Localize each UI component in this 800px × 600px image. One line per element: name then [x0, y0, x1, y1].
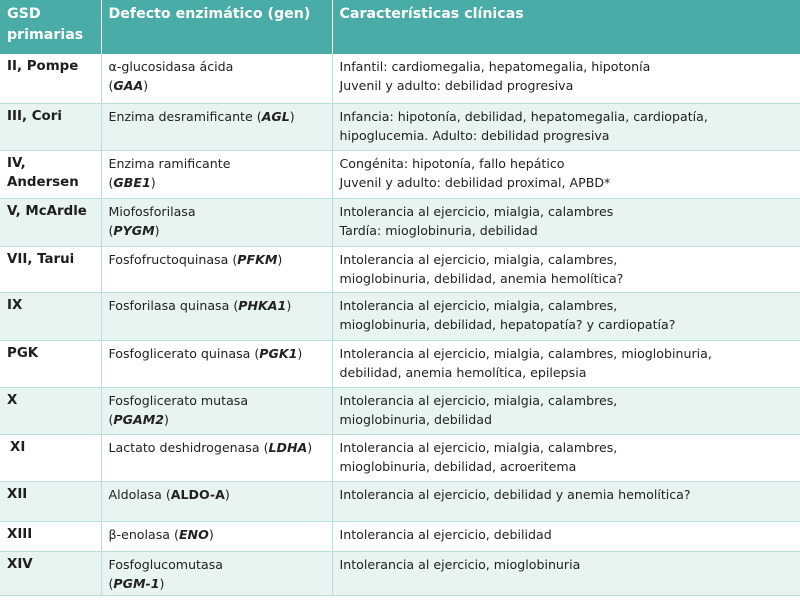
enzyme-cell: β-enolasa (ENO) — [101, 521, 332, 551]
gene-symbol: PYGM — [113, 222, 155, 238]
clinical-line: mioglobinuria, debilidad — [339, 411, 492, 427]
gene-symbol: AGL — [261, 108, 290, 124]
enzyme-name: Fosforilasa quinasa — [108, 297, 230, 313]
clinical-cell — [332, 54, 800, 103]
enzyme-name: Enzima desramificante — [108, 108, 253, 124]
clinical-cell — [332, 340, 800, 387]
gsd-type-cell: XI — [0, 434, 101, 481]
enzyme-cell: Miofosforilasa (PYGM) — [101, 198, 332, 246]
clinical-cell — [332, 198, 800, 246]
clinical-line: Intolerancia al ejercicio, mialgia, calambres, — [339, 392, 618, 408]
clinical-line: Intolerancia al ejercicio, mialgia, calambres, mioglobinuria, — [339, 345, 712, 361]
clinical-line: Intolerancia al ejercicio, mioglobinuria — [339, 556, 581, 572]
gsd-type-cell: II, Pompe — [0, 54, 101, 103]
clinical-line: Congénita: hipotonía, fallo hepático — [339, 155, 565, 171]
table-row — [0, 150, 800, 198]
table-row — [0, 387, 800, 434]
gene-symbol: PGAM2 — [113, 411, 165, 427]
gsd-type-cell: XIII — [0, 521, 101, 551]
enzyme-name: β-enolasa — [108, 526, 171, 542]
table-row — [0, 246, 800, 292]
clinical-line: debilidad, anemia hemolítica, epilepsia — [339, 364, 587, 380]
gsd-type-cell: V, McArdle — [0, 198, 101, 246]
gene-symbol: PGM-1 — [113, 575, 160, 591]
table-row — [0, 198, 800, 246]
clinical-cell — [332, 481, 800, 521]
gsd-type-cell: XIV — [0, 551, 101, 595]
clinical-line: hipoglucemia. Adulto: debilidad progresiva — [339, 127, 610, 143]
clinical-line: mioglobinuria, debilidad, acroeritema — [339, 458, 577, 474]
table-row — [0, 340, 800, 387]
enzyme-cell: Fosfoglicerato quinasa (PGK1) — [101, 340, 332, 387]
clinical-cell — [332, 434, 800, 481]
gene-symbol: PHKA1 — [238, 297, 287, 313]
table-row — [0, 521, 800, 551]
enzyme-name: Lactato deshidrogenasa — [108, 439, 260, 455]
enzyme-cell: Fosfofructoquinasa (PFKM) — [101, 246, 332, 292]
enzyme-cell: Enzima desramificante (AGL) — [101, 103, 332, 150]
clinical-line: Juvenil y adulto: debilidad proximal, APBD* — [339, 174, 611, 190]
clinical-line: Intolerancia al ejercicio, mialgia, calambres, — [339, 297, 618, 313]
clinical-cell — [332, 551, 800, 595]
clinical-cell — [332, 246, 800, 292]
clinical-line: Juvenil y adulto: debilidad progresiva — [339, 78, 574, 93]
gsd-type-cell: III, Cori — [0, 103, 101, 150]
clinical-line: Infancia: hipotonía, debilidad, hepatomegalia, cardiopatía, — [339, 108, 708, 124]
enzyme-name: Fosfoglicerato mutasa — [108, 392, 249, 408]
clinical-cell — [332, 292, 800, 340]
gene-symbol: PGK1 — [259, 345, 298, 361]
table-row — [0, 481, 800, 521]
clinical-cell — [332, 521, 800, 551]
header-clinical: Características clínicas — [332, 0, 800, 54]
enzyme-cell: Fosforilasa quinasa (PHKA1) — [101, 292, 332, 340]
gsd-type-cell: IV, Andersen — [0, 150, 101, 198]
clinical-cell — [332, 387, 800, 434]
table-row — [0, 292, 800, 340]
table-row — [0, 103, 800, 150]
clinical-line: Infantil: cardiomegalia, hepatomegalia, hipotonía — [339, 59, 651, 74]
clinical-line: Intolerancia al ejercicio, mialgia, calambres — [339, 203, 614, 219]
table-body — [0, 54, 800, 595]
table-row — [0, 54, 800, 103]
clinical-line: Intolerancia al ejercicio, debilidad — [339, 526, 552, 542]
clinical-line: Tardía: mioglobinuria, debilidad — [339, 222, 538, 238]
clinical-line: mioglobinuria, debilidad, hepatopatía? y cardiopatía? — [339, 316, 676, 332]
header-enzyme: Defecto enzimático (gen) — [101, 0, 332, 54]
gsd-type-cell: IX — [0, 292, 101, 340]
enzyme-cell: Fosfoglucomutasa (PGM-1) — [101, 551, 332, 595]
enzyme-cell: Lactato deshidrogenasa (LDHA) — [101, 434, 332, 481]
header-gsd: GSD primarias — [0, 0, 101, 54]
clinical-line: Intolerancia al ejercicio, debilidad y anemia hemolítica? — [339, 486, 691, 502]
clinical-line: Intolerancia al ejercicio, mialgia, calambres, — [339, 439, 618, 455]
gene-symbol: ALDO-A — [170, 486, 225, 502]
enzyme-name: α-glucosidasa ácida — [108, 59, 234, 74]
enzyme-name: Fosfoglucomutasa — [108, 556, 223, 572]
gene-symbol: PFKM — [237, 251, 278, 267]
enzyme-name: Aldolasa — [108, 486, 162, 502]
enzyme-cell: Enzima ramificante (GBE1) — [101, 150, 332, 198]
gene-symbol: GAA — [113, 78, 144, 93]
enzyme-name: Fosfofructoquinasa — [108, 251, 229, 267]
gene-symbol: ENO — [178, 526, 209, 542]
clinical-cell — [332, 150, 800, 198]
gsd-type-cell: XII — [0, 481, 101, 521]
clinical-cell — [332, 103, 800, 150]
enzyme-name: Fosfoglicerato quinasa — [108, 345, 251, 361]
gene-symbol: GBE1 — [113, 174, 151, 190]
gsd-type-cell: PGK — [0, 340, 101, 387]
clinical-line: mioglobinuria, debilidad, anemia hemolítica? — [339, 270, 624, 286]
table-header-row — [0, 0, 800, 54]
table-row — [0, 434, 800, 481]
enzyme-cell: α-glucosidasa ácida (GAA) — [101, 54, 332, 103]
gsd-type-cell: X — [0, 387, 101, 434]
enzyme-cell: Fosfoglicerato mutasa (PGAM2) — [101, 387, 332, 434]
gsd-type-cell: VII, Tarui — [0, 246, 101, 292]
table-row — [0, 551, 800, 595]
gene-symbol: LDHA — [268, 439, 308, 455]
enzyme-name: Enzima ramificante — [108, 155, 231, 171]
enzyme-name: Miofosforilasa — [108, 203, 196, 219]
clinical-line: Intolerancia al ejercicio, mialgia, calambres, — [339, 251, 618, 267]
enzyme-cell: Aldolasa (ALDO-A) — [101, 481, 332, 521]
